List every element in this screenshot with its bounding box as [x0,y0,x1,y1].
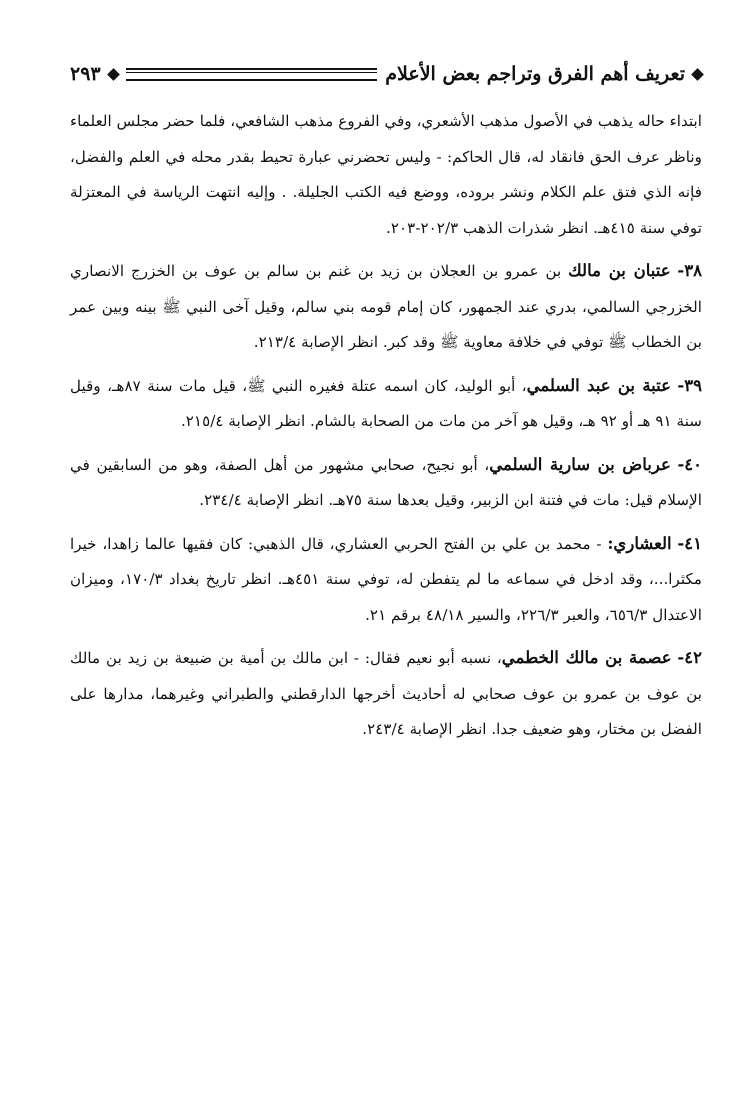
entry-name: عتبة بن عبد السلمي [526,375,671,395]
diamond-ornament-icon [107,68,120,81]
entry-number: ٣٨- [677,261,703,280]
entry-text: ، أبو نجيح، صحابي مشهور من أهل الصفة، وهو من السابقين في الإسلام قيل: مات في فتنة ابن الزبير، وقيل بعدها سنة ٧٥هـ. انظر الإصابة ٢٣٤/٤. [70,455,702,509]
biography-entry-40 [70,447,702,519]
page-number: ٢٩٣ [70,63,101,85]
entry-number: ٤٢- [677,648,702,667]
entry-text: - محمد بن علي بن الفتح الحربي العشاري، قال الذهبي: كان فقيها عالما زاهدا، خيرا مكثرا...، وقد ادخل في سماعه ما لم يتفطن له، توفي سنة ٤٥١هـ. انظر تاريخ بغداد ١٧٠/٣، وميزان الاعتدال ٦٥٦/٣، والعبر ٢٢٦/٣، والسير ٤٨/١٨ برقم ٢١. [70,534,702,624]
entry-name: عتبان بن مالك [568,261,671,280]
intro-paragraph: ابتداء حاله يذهب في الأصول مذهب الأشعري، وفي الفروع مذهب الشافعي، فلما حضر مجلس العلماء وناظر عرف الحق فانقاد له، قال الحاكم: - وليس تحضرني عبارة تحيط بقدر محله في العلم والفضل، فإنه الذي فتق علم الكلام ونشر بروده، ووضع فيه الكتب الجليلة. . وإليه انتهت الرياسة في المعتزلة توفي سنة ٤١٥هـ. انظر شذرات الذهب ٢٠٢/٣-٢٠٣. [70,112,702,237]
header-title: تعريف أهم الفرق وتراجم بعض الأعلام [385,63,685,85]
entry-number: ٤١- [677,533,703,553]
biography-entry-41 [70,526,702,634]
diamond-ornament-icon [691,68,704,81]
entry-number: ٣٩- [677,375,703,395]
entry-text: بن عمرو بن العجلان بن زيد بن غنم بن سالم بن عوف بن الخزرج الانصاري الخزرجي السالمي، بدري عند الجمهور، كان إمام قومه بني سالم، وقيل آخى النبي ﷺ بينه وبين عمر بن الخطاب ﷺ توفي في خلافة معاوية ﷺ وقد كبر. انظر الإصابة ٢١٣/٤. [70,262,702,351]
entry-name: عصمة بن مالك الخطمي [501,648,672,667]
biography-entry-39 [70,368,702,440]
biography-entry-42 [70,640,702,748]
running-header [70,52,702,96]
entry-text: ، نسبه أبو نعيم فقال: - ابن مالك بن أمية بن ضبيعة بن زيد بن مالك بن عوف بن عمرو بن عوف صحابي له أحاديث أخرجها الدارقطني والطبراني وغيرهما، مدارها على الفضل بن مختار، وهو ضعيف جدا. انظر الإصابة ٢٤٣/٤. [70,649,702,738]
entry-name: العشاري: [607,533,672,553]
document-page [70,52,702,748]
entry-text: ، أبو الوليد، كان اسمه عتلة فغيره النبي ﷺ، قيل مات سنة ٨٧هـ، وقيل سنة ٩١ هـ أو ٩٢ هـ، وقيل هو آخر من مات من الصحابة بالشام. انظر الإصابة ٢١٥/٤. [70,376,702,430]
page-body [70,104,702,748]
header-rule [126,68,378,81]
entry-name: عرباض بن سارية السلمي [489,454,671,474]
entry-number: ٤٠- [677,454,703,474]
biography-entry-38 [70,253,702,361]
